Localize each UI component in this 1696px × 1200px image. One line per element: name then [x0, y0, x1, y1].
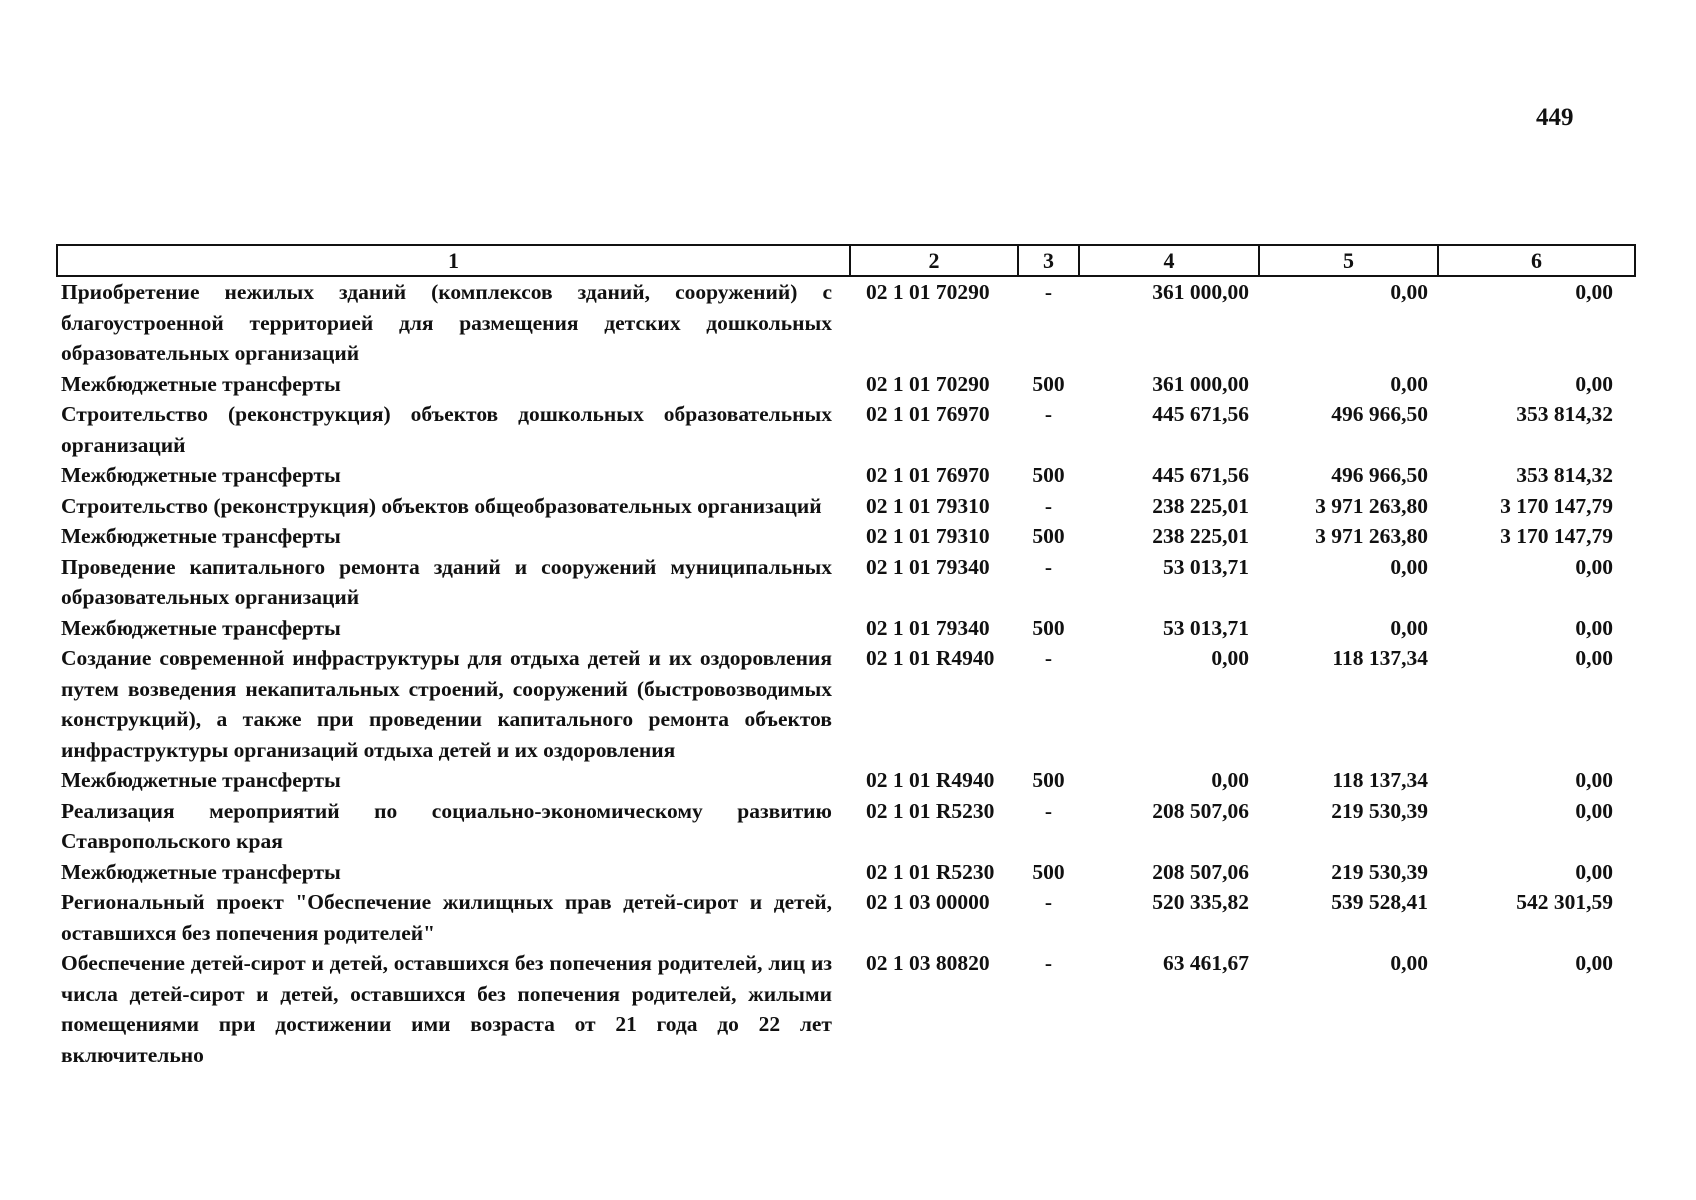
table-row [57, 765, 1635, 796]
row-amount-col5: 219 530,39 [1331, 859, 1428, 884]
table-row [57, 369, 1635, 400]
table-row [57, 460, 1635, 491]
row-amount-col5: 219 530,39 [1331, 798, 1428, 823]
row-code: 02 1 01 R4940 [866, 768, 995, 792]
row-amount-col5: 539 528,41 [1331, 890, 1428, 914]
row-code: 02 1 01 76970 [866, 463, 990, 487]
table-body [57, 276, 1635, 1070]
row-name: Межбюджетные трансферты [61, 371, 341, 396]
row-amount-col5: 3 971 263,80 [1315, 493, 1428, 518]
row-name: Межбюджетные трансферты [61, 768, 341, 792]
page-number: 449 [1536, 104, 1574, 131]
row-amount-col6: 353 814,32 [1516, 463, 1613, 487]
row-expense-type: 500 [1032, 768, 1065, 792]
row-amount-col6: 0,00 [1575, 951, 1613, 975]
row-amount-col6: 353 814,32 [1516, 402, 1613, 426]
row-code: 02 1 01 70290 [866, 371, 990, 396]
row-name: Межбюджетные трансферты [61, 859, 341, 884]
row-amount-col5: 118 137,34 [1332, 768, 1428, 792]
table-row [57, 399, 1635, 460]
column-header-3: 3 [1018, 245, 1079, 276]
row-expense-type: - [1044, 646, 1053, 670]
row-amount-col4: 208 507,06 [1152, 798, 1249, 823]
column-header-4: 4 [1079, 245, 1259, 276]
row-name: Реализация мероприятий по социально-экономическому развитию Ставропольского края [61, 798, 832, 853]
row-code: 02 1 01 79340 [866, 615, 990, 640]
row-amount-col5: 0,00 [1390, 554, 1428, 579]
row-amount-col4: 445 671,56 [1152, 463, 1249, 487]
row-amount-col6: 0,00 [1575, 615, 1613, 640]
table-row [57, 521, 1635, 552]
row-amount-col5: 496 966,50 [1331, 463, 1428, 487]
table-row [57, 552, 1635, 613]
row-amount-col4: 0,00 [1211, 768, 1249, 792]
row-amount-col6: 0,00 [1575, 646, 1613, 670]
row-amount-col6: 3 170 147,79 [1500, 493, 1613, 518]
row-amount-col5: 496 966,50 [1331, 402, 1428, 426]
row-name: Межбюджетные трансферты [61, 615, 341, 640]
row-expense-type: 500 [1032, 615, 1065, 640]
table-row [57, 491, 1635, 522]
row-amount-col6: 0,00 [1575, 798, 1613, 823]
row-code: 02 1 01 R4940 [866, 646, 995, 670]
table-row [57, 857, 1635, 888]
row-amount-col5: 118 137,34 [1332, 646, 1428, 670]
row-expense-type: 500 [1032, 524, 1065, 548]
column-header-6: 6 [1438, 245, 1635, 276]
row-amount-col4: 238 225,01 [1152, 524, 1249, 548]
row-amount-col4: 520 335,82 [1152, 890, 1249, 914]
row-expense-type: - [1044, 798, 1053, 823]
row-amount-col6: 0,00 [1575, 554, 1613, 579]
row-code: 02 1 01 79310 [866, 493, 990, 518]
row-code: 02 1 01 R5230 [866, 798, 995, 823]
row-name: Строительство (реконструкция) объектов общеобразовательных организаций [61, 493, 822, 518]
row-name: Строительство (реконструкция) объектов дошкольных образовательных организаций [61, 402, 832, 457]
row-code: 02 1 01 70290 [866, 280, 990, 304]
row-name: Проведение капитального ремонта зданий и сооружений муниципальных образовательных организаций [61, 554, 832, 609]
row-amount-col5: 0,00 [1390, 615, 1428, 640]
row-amount-col6: 0,00 [1575, 859, 1613, 884]
row-name: Приобретение нежилых зданий (комплексов зданий, сооружений) с благоустроенной территорией для размещения детских дошкольных образовательных организаций [61, 280, 832, 365]
row-amount-col4: 63 461,67 [1163, 951, 1249, 975]
row-amount-col6: 0,00 [1575, 371, 1613, 396]
row-code: 02 1 01 76970 [866, 402, 990, 426]
table-row [57, 887, 1635, 948]
column-header-2: 2 [850, 245, 1018, 276]
row-code: 02 1 03 80820 [866, 951, 990, 975]
row-amount-col6: 0,00 [1575, 280, 1613, 304]
table-row [57, 948, 1635, 1070]
table-row [57, 613, 1635, 644]
table-row [57, 643, 1635, 765]
row-amount-col5: 3 971 263,80 [1315, 524, 1428, 548]
row-code: 02 1 01 R5230 [866, 859, 995, 884]
row-name: Региональный проект "Обеспечение жилищных прав детей-сирот и детей, оставшихся без попечения родителей" [61, 890, 832, 945]
column-header-1: 1 [57, 245, 850, 276]
row-amount-col6: 0,00 [1575, 768, 1613, 792]
row-code: 02 1 03 00000 [866, 890, 990, 914]
row-amount-col4: 238 225,01 [1152, 493, 1249, 518]
row-expense-type: - [1044, 402, 1053, 426]
row-amount-col4: 0,00 [1211, 646, 1249, 670]
row-amount-col4: 361 000,00 [1152, 280, 1249, 304]
row-code: 02 1 01 79310 [866, 524, 990, 548]
row-name: Межбюджетные трансферты [61, 463, 341, 487]
row-amount-col6: 3 170 147,79 [1500, 524, 1613, 548]
row-expense-type: 500 [1032, 859, 1065, 884]
row-expense-type: - [1044, 493, 1053, 518]
row-amount-col4: 53 013,71 [1163, 615, 1249, 640]
row-name: Создание современной инфраструктуры для отдыха детей и их оздоровления путем возведения некапитальных строений, сооружений (быстровозводимых конструкций), а также при проведении капитального ремонта объектов инфраструктуры организаций отдыха детей и их оздоровления [61, 646, 832, 762]
row-amount-col4: 53 013,71 [1163, 554, 1249, 579]
row-expense-type: - [1044, 554, 1053, 579]
budget-table [56, 244, 1636, 1070]
row-amount-col5: 0,00 [1390, 280, 1428, 304]
row-code: 02 1 01 79340 [866, 554, 990, 579]
row-name: Межбюджетные трансферты [61, 524, 341, 548]
table-header [57, 245, 1635, 276]
row-expense-type: 500 [1032, 371, 1065, 396]
row-amount-col4: 208 507,06 [1152, 859, 1249, 884]
row-expense-type: 500 [1032, 463, 1065, 487]
row-amount-col4: 361 000,00 [1152, 371, 1249, 396]
header-row [57, 245, 1635, 276]
row-amount-col5: 0,00 [1390, 951, 1428, 975]
row-amount-col6: 542 301,59 [1516, 890, 1613, 914]
row-expense-type: - [1044, 890, 1053, 914]
row-amount-col4: 445 671,56 [1152, 402, 1249, 426]
row-expense-type: - [1044, 280, 1053, 304]
row-name: Обеспечение детей-сирот и детей, оставшихся без попечения родителей, лиц из числа детей-сирот и детей, оставшихся без попечения родителей, жилыми помещениями при достижении ими возраста от 21 года до 22 лет включительно [61, 951, 832, 1067]
row-expense-type: - [1044, 951, 1053, 975]
table-row [57, 796, 1635, 857]
column-header-5: 5 [1259, 245, 1438, 276]
table-row [57, 276, 1635, 369]
row-amount-col5: 0,00 [1390, 371, 1428, 396]
